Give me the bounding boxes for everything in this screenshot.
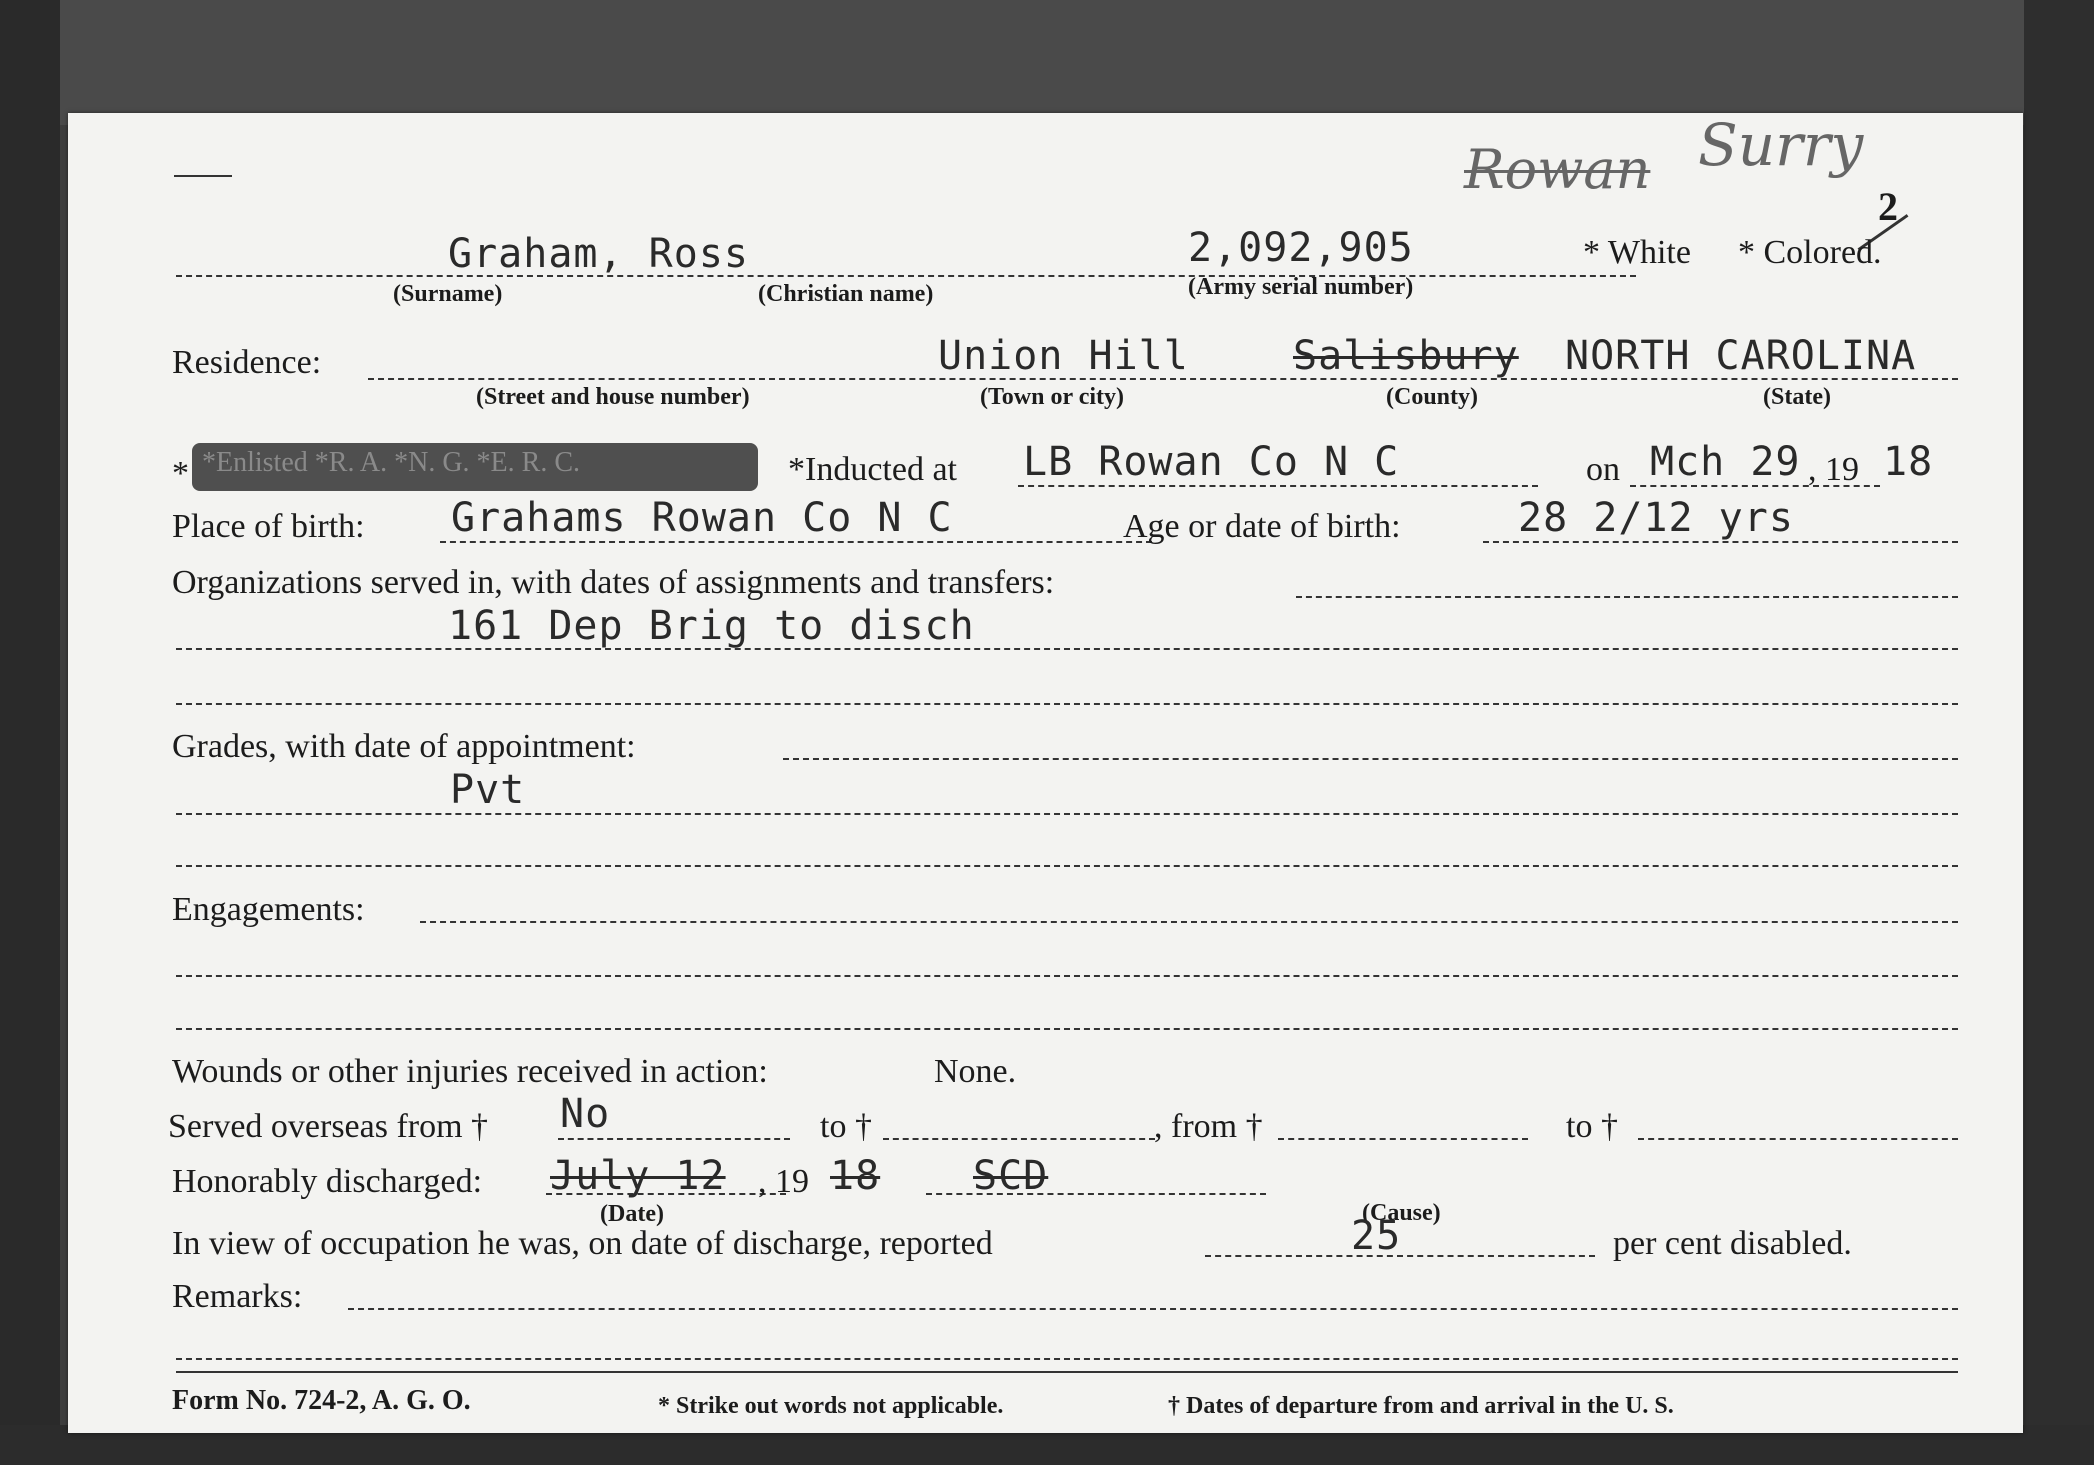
label-organizations: Organizations served in, with dates of assignments and transfers:: [172, 564, 1055, 601]
label-town: (Town or city): [980, 384, 1124, 410]
residence-town: Union Hill: [938, 333, 1189, 379]
corner-number: 2: [1878, 184, 1898, 229]
inducted-date: Mch 29: [1650, 439, 1801, 485]
discharge-year-prefix: , 19: [758, 1163, 809, 1200]
label-serial: (Army serial number): [1188, 274, 1414, 300]
grades-line-2: [176, 813, 1958, 815]
race-colored: * Colored.: [1738, 234, 1882, 271]
label-remarks: Remarks:: [172, 1278, 303, 1315]
label-disabled: per cent disabled.: [1613, 1225, 1852, 1262]
org-line-3: [176, 703, 1958, 705]
engagements-line-2: [176, 975, 1958, 977]
grades-line-1: [783, 758, 1958, 760]
form-number: Form No. 724-2, A. G. O.: [172, 1385, 471, 1416]
engagements-line-3: [176, 1028, 1958, 1030]
hand-county-old: Rowan: [1464, 138, 1651, 201]
label-served-overseas: Served overseas from †: [168, 1108, 489, 1145]
corner-rule: [174, 175, 232, 177]
name-line: [176, 275, 1636, 277]
footer-rule: [176, 1371, 1958, 1373]
label-occupation: In view of occupation he was, on date of discharge, reported: [172, 1225, 993, 1262]
background-left: [0, 0, 60, 1465]
grades-line-3: [176, 865, 1958, 867]
label-cause: (Cause): [1362, 1200, 1441, 1226]
wounds-value: None.: [934, 1053, 1017, 1090]
label-inducted-at: *Inducted at: [788, 451, 957, 488]
footnote-strike: * Strike out words not applicable.: [658, 1393, 1004, 1419]
label-place-of-birth: Place of birth:: [172, 508, 365, 545]
inducted-place: LB Rowan Co N C: [1023, 439, 1400, 485]
label-state: (State): [1763, 384, 1831, 410]
background-top: [0, 0, 2094, 125]
age-line: [1483, 541, 1958, 543]
label-residence: Residence:: [172, 344, 322, 381]
enlisted-redaction: *Enlisted *R. A. *N. G. *E. R. C.: [192, 443, 758, 491]
footnote-dates: † Dates of departure from and arrival in the U. S.: [1168, 1393, 1674, 1419]
label-to-1: to †: [820, 1108, 872, 1145]
label-wounds: Wounds or other injuries received in action:: [172, 1053, 768, 1090]
label-on: on: [1586, 451, 1620, 488]
label-christian: (Christian name): [758, 281, 934, 307]
label-from: , from †: [1154, 1108, 1263, 1145]
overseas-from2-line: [1278, 1138, 1528, 1140]
overseas-to-line: [883, 1138, 1155, 1140]
label-county: (County): [1386, 384, 1479, 410]
grade-value: Pvt: [450, 767, 526, 813]
age-value: 28 2/12 yrs: [1518, 495, 1794, 541]
remarks-line-2: [176, 1358, 1958, 1360]
residence-state: NORTH CAROLINA: [1565, 333, 1917, 379]
birth-place: Grahams Rowan Co N C: [451, 495, 953, 541]
overseas-to2-line: [1638, 1138, 1958, 1140]
background-right: [2024, 0, 2094, 1465]
hand-county-new: Surry: [1698, 113, 1864, 179]
label-to-2: to †: [1566, 1108, 1618, 1145]
engagements-line-1: [420, 921, 1958, 923]
org-line-2: [176, 648, 1958, 650]
organization-value: 161 Dep Brig to disch: [448, 603, 975, 649]
label-date: (Date): [600, 1201, 664, 1227]
remarks-line-1: [348, 1308, 1958, 1310]
name-value: Graham, Ross: [448, 231, 749, 277]
residence-county: Salisbury: [1293, 333, 1519, 379]
discharge-year: 18: [830, 1153, 881, 1199]
inducted-year-prefix: , 19: [1808, 451, 1859, 488]
overseas-from-value: No: [560, 1091, 611, 1137]
overseas-from-line: [558, 1138, 790, 1140]
label-age: Age or date of birth:: [1123, 508, 1401, 545]
label-street: (Street and house number): [476, 384, 750, 410]
label-discharged: Honorably discharged:: [172, 1163, 483, 1200]
service-record-card: [68, 113, 2023, 1433]
disabled-percent: 25: [1351, 1213, 1402, 1259]
birth-line: [440, 541, 1152, 543]
inducted-year: 18: [1883, 439, 1934, 485]
label-grades: Grades, with date of appointment:: [172, 728, 636, 765]
serial-value: 2,092,905: [1188, 225, 1414, 271]
discharge-date: July 12: [550, 1153, 726, 1199]
org-line-1: [1296, 596, 1958, 598]
inducted-line: [1018, 485, 1538, 487]
race-white: * White: [1583, 234, 1691, 271]
label-surname: (Surname): [393, 281, 503, 307]
discharge-cause: SCD: [973, 1153, 1049, 1199]
asterisk-mark: *: [172, 455, 189, 492]
label-engagements: Engagements:: [172, 891, 365, 928]
